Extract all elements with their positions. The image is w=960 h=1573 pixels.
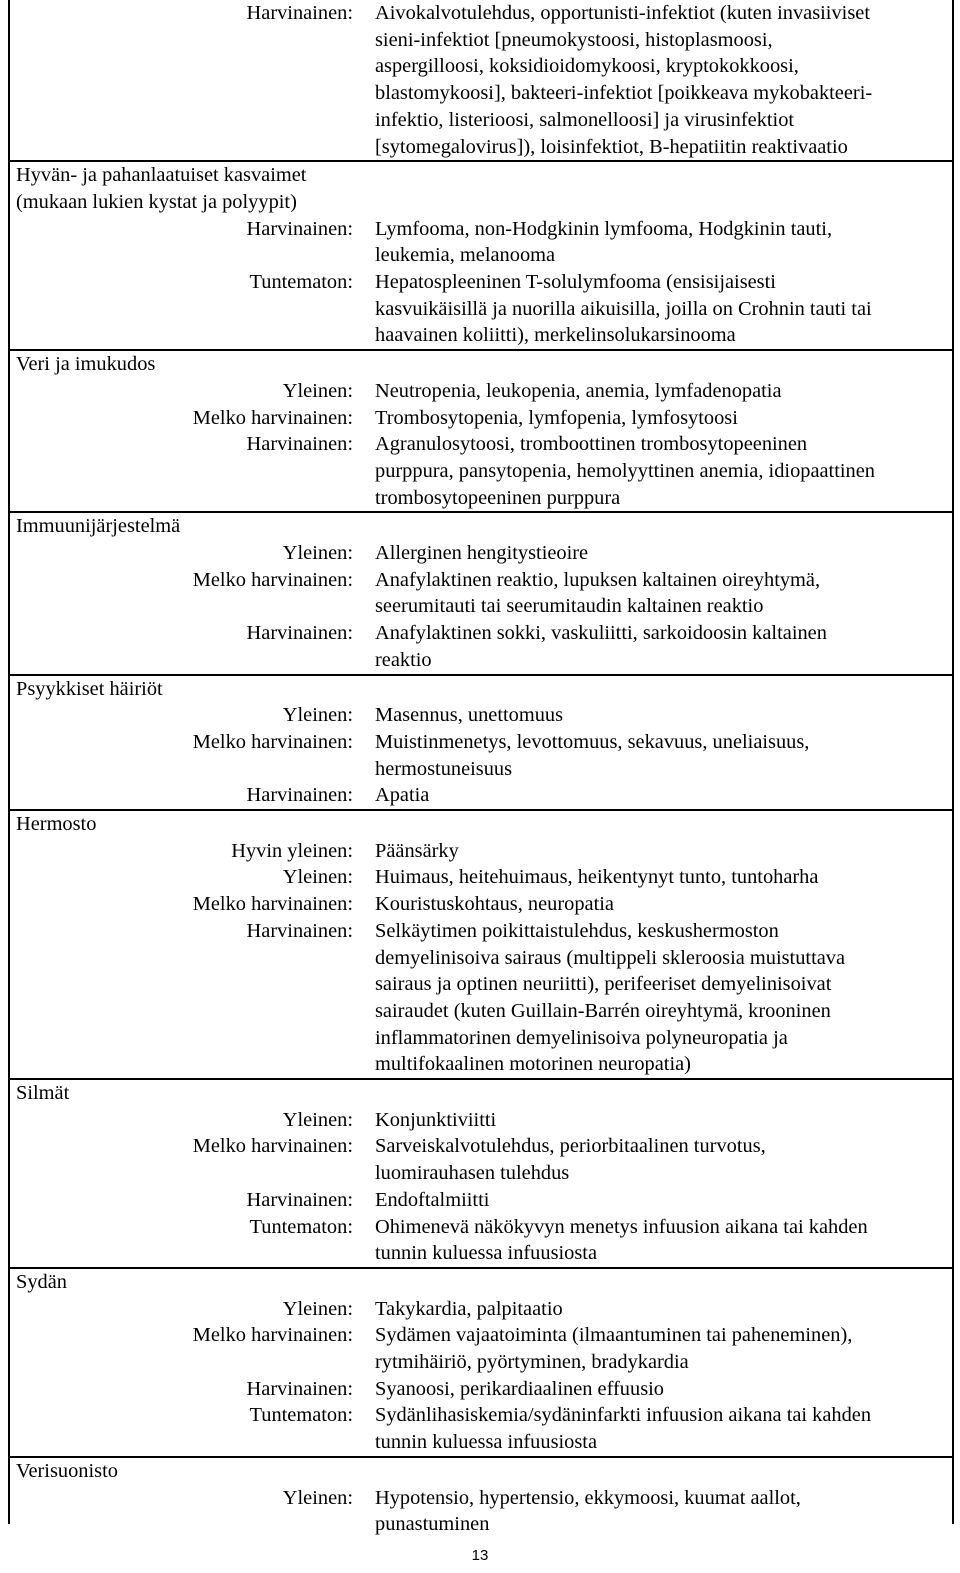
- text-line: Trombosytopenia, lymfopenia, lymfosytoosi: [375, 406, 738, 429]
- organ-class-heading: Veri ja imukudos: [16, 353, 156, 376]
- text-line: Huimaus, heitehuimaus, heikentynyt tunto, tuntoharha: [375, 866, 819, 889]
- adverse-effects-text: [375, 838, 945, 865]
- organ-class-heading: (mukaan lukien kystat ja polyypit): [16, 190, 297, 213]
- adverse-effects-text: [375, 1107, 945, 1134]
- frequency-row: [10, 1214, 952, 1267]
- frequency-row: [10, 431, 952, 511]
- adverse-effects-text: [375, 431, 945, 511]
- text-line: infektio, listerioosi, salmonelloosi] ja virusinfektiot: [375, 108, 795, 131]
- text-line: Sarveiskalvotulehdus, periorbitaalinen turvotus,: [375, 1135, 766, 1158]
- text-line: inflammatorinen demyelinisoiva polyneuropatia ja: [375, 1026, 788, 1049]
- frequency-label: Melko harvinainen:: [192, 730, 353, 753]
- adverse-effects-text: [375, 216, 945, 269]
- organ-class-section: [10, 160, 952, 349]
- frequency-label: Melko harvinainen:: [192, 406, 353, 429]
- frequency-label: Harvinainen:: [246, 622, 353, 645]
- text-line: Selkäytimen poikittaistulehdus, keskushermoston: [375, 919, 779, 942]
- text-line: leukemia, melanooma: [375, 244, 556, 267]
- adverse-effects-text: [375, 405, 945, 432]
- text-line: Anafylaktinen reaktio, lupuksen kaltainen oireyhtymä,: [375, 568, 821, 591]
- text-line: Apatia: [375, 784, 430, 807]
- adverse-effects-text: [375, 567, 945, 620]
- text-line: trombosytopeeninen purppura: [375, 486, 621, 509]
- organ-class-section: [10, 1078, 952, 1267]
- organ-class-heading: Hermosto: [16, 813, 97, 836]
- frequency-row: [10, 782, 952, 809]
- text-line: punastuminen: [375, 1513, 490, 1536]
- adverse-effects-table: [8, 0, 954, 1536]
- adverse-effects-text: [375, 1214, 945, 1267]
- adverse-effects-text: [375, 1376, 945, 1403]
- frequency-row: [10, 1402, 952, 1455]
- frequency-label: Tuntematon:: [249, 1215, 353, 1238]
- text-line: tunnin kuluessa infuusiosta: [375, 1242, 598, 1265]
- adverse-effects-text: [375, 782, 945, 809]
- adverse-effects-text: [375, 620, 945, 673]
- text-line: sairaus ja optinen neuriitti), perifeeriset demyelinisoivat: [375, 973, 832, 996]
- organ-class-section: [10, 1456, 952, 1538]
- text-line: Sydämen vajaatoiminta (ilmaantuminen tai paheneminen),: [375, 1324, 853, 1347]
- adverse-effects-text: [375, 1187, 945, 1214]
- text-line: Agranulosytoosi, tromboottinen trombosytopeeninen: [375, 433, 808, 456]
- frequency-row: [10, 405, 952, 432]
- frequency-label: Melko harvinainen:: [192, 1324, 353, 1347]
- frequency-row: [10, 891, 952, 918]
- text-line: Kouristuskohtaus, neuropatia: [375, 893, 614, 916]
- frequency-row: [10, 729, 952, 782]
- frequency-label: Yleinen:: [282, 1486, 353, 1509]
- frequency-row: [10, 1376, 952, 1403]
- adverse-effects-text: [375, 540, 945, 567]
- text-line: reaktio: [375, 648, 432, 671]
- organ-class-heading: Sydän: [16, 1270, 67, 1293]
- frequency-row: [10, 269, 952, 349]
- frequency-label: Yleinen:: [282, 1108, 353, 1131]
- frequency-row: [10, 0, 952, 160]
- organ-class-section: [10, 0, 952, 160]
- page-number: 13: [471, 1547, 489, 1564]
- frequency-row: [10, 702, 952, 729]
- organ-class-heading: Psyykkiset häiriöt: [16, 677, 163, 700]
- adverse-effects-text: [375, 864, 945, 891]
- adverse-effects-text: [375, 702, 945, 729]
- text-line: Neutropenia, leukopenia, anemia, lymfadenopatia: [375, 379, 782, 402]
- text-line: Konjunktiviitti: [375, 1108, 497, 1131]
- text-line: Endoftalmiitti: [375, 1188, 490, 1211]
- organ-class-section: [10, 809, 952, 1078]
- frequency-label: Tuntematon:: [249, 271, 353, 293]
- adverse-effects-text: [375, 0, 945, 160]
- text-line: tunnin kuluessa infuusiosta: [375, 1431, 598, 1454]
- frequency-label: Harvinainen:: [246, 217, 353, 240]
- frequency-label: Harvinainen:: [246, 433, 353, 456]
- frequency-label: Yleinen:: [282, 704, 353, 727]
- text-line: kasvuikäisillä ja nuorilla aikuisilla, joilla on Crohnin tauti tai: [375, 297, 872, 320]
- frequency-row: [10, 864, 952, 891]
- frequency-row: [10, 1322, 952, 1375]
- frequency-label: Harvinainen:: [246, 2, 353, 24]
- text-line: haavainen koliitti), merkelinsolukarsinooma: [375, 324, 736, 347]
- text-line: Syanoosi, perikardiaalinen effuusio: [375, 1377, 664, 1400]
- adverse-effects-text: [375, 269, 945, 349]
- text-line: Masennus, unettomuus: [375, 704, 564, 727]
- text-line: Lymfooma, non-Hodgkinin lymfooma, Hodgkinin tauti,: [375, 217, 833, 240]
- frequency-row: [10, 216, 952, 269]
- text-line: rytmihäiriö, pyörtyminen, bradykardia: [375, 1351, 689, 1374]
- frequency-row: [10, 540, 952, 567]
- text-line: seerumitauti tai seerumitaudin kaltainen reaktio: [375, 595, 764, 618]
- frequency-row: [10, 378, 952, 405]
- frequency-label: Harvinainen:: [246, 784, 353, 807]
- adverse-effects-text: [375, 891, 945, 918]
- text-line: sairaudet (kuten Guillain-Barrén oireyhtymä, krooninen: [375, 999, 831, 1022]
- frequency-row: [10, 918, 952, 1078]
- text-line: aspergilloosi, koksidioidomykoosi, kryptokokkoosi,: [375, 55, 799, 78]
- frequency-label: Harvinainen:: [246, 919, 353, 942]
- adverse-effects-text: [375, 729, 945, 782]
- frequency-row: [10, 567, 952, 620]
- text-line: sieni-infektiot [pneumokystoosi, histoplasmoosi,: [375, 28, 773, 51]
- adverse-effects-text: [375, 1485, 945, 1538]
- frequency-label: Yleinen:: [282, 379, 353, 402]
- frequency-row: [10, 1296, 952, 1323]
- frequency-label: Yleinen:: [282, 1297, 353, 1320]
- text-line: demyelinisoiva sairaus (multippeli skleroosia muistuttava: [375, 946, 846, 969]
- frequency-label: Yleinen:: [282, 542, 353, 564]
- organ-class-section: [10, 1267, 952, 1456]
- frequency-row: [10, 1107, 952, 1134]
- text-line: hermostuneisuus: [375, 757, 513, 780]
- adverse-effects-text: [375, 1133, 945, 1186]
- text-line: Hepatospleeninen T-solulymfooma (ensisijaisesti: [375, 271, 776, 293]
- organ-class-heading: Hyvän- ja pahanlaatuiset kasvaimet: [16, 164, 307, 187]
- text-line: purppura, pansytopenia, hemolyyttinen anemia, idiopaattinen: [375, 459, 875, 482]
- text-line: [sytomegalovirus]), loisinfektiot, B-hepatiitin reaktivaatio: [375, 135, 848, 158]
- frequency-label: Tuntematon:: [249, 1404, 353, 1427]
- frequency-row: [10, 1485, 952, 1538]
- organ-class-section: [10, 511, 952, 673]
- adverse-effects-text: [375, 1296, 945, 1323]
- frequency-row: [10, 620, 952, 673]
- organ-class-heading: Immuunijärjestelmä: [16, 515, 181, 538]
- frequency-label: Yleinen:: [282, 866, 353, 889]
- text-line: luomirauhasen tulehdus: [375, 1162, 570, 1185]
- text-line: Allerginen hengitystieoire: [375, 542, 589, 564]
- organ-class-heading: Silmät: [16, 1082, 70, 1105]
- text-line: Hypotensio, hypertensio, ekkymoosi, kuumat aallot,: [375, 1486, 801, 1509]
- text-line: Aivokalvotulehdus, opportunisti-infektiot (kuten invasiiviset: [375, 2, 870, 24]
- organ-class-section: [10, 674, 952, 810]
- text-line: Takykardia, palpitaatio: [375, 1297, 563, 1320]
- text-line: Päänsärky: [375, 839, 459, 862]
- adverse-effects-text: [375, 1402, 945, 1455]
- frequency-label: Melko harvinainen:: [192, 893, 353, 916]
- text-line: Anafylaktinen sokki, vaskuliitti, sarkoidoosin kaltainen: [375, 622, 827, 645]
- text-line: Muistinmenetys, levottomuus, sekavuus, uneliaisuus,: [375, 730, 810, 753]
- organ-class-section: [10, 349, 952, 511]
- frequency-label: Melko harvinainen:: [192, 568, 353, 591]
- organ-class-heading: Verisuonisto: [16, 1459, 118, 1482]
- adverse-effects-text: [375, 1322, 945, 1375]
- frequency-label: Harvinainen:: [246, 1377, 353, 1400]
- frequency-label: Melko harvinainen:: [192, 1135, 353, 1158]
- text-line: Ohimenevä näkökyvyn menetys infuusion aikana tai kahden: [375, 1215, 868, 1238]
- text-line: blastomykoosi], bakteeri-infektiot [poikkeava mykobakteeri-: [375, 82, 873, 105]
- frequency-row: [10, 838, 952, 865]
- frequency-row: [10, 1133, 952, 1186]
- adverse-effects-text: [375, 378, 945, 405]
- adverse-effects-text: [375, 918, 945, 1078]
- frequency-label: Harvinainen:: [246, 1188, 353, 1211]
- frequency-label: Hyvin yleinen:: [231, 839, 353, 862]
- text-line: multifokaalinen motorinen neuropatia): [375, 1053, 691, 1076]
- text-line: Sydänlihasiskemia/sydäninfarkti infuusion aikana tai kahden: [375, 1404, 872, 1427]
- frequency-row: [10, 1187, 952, 1214]
